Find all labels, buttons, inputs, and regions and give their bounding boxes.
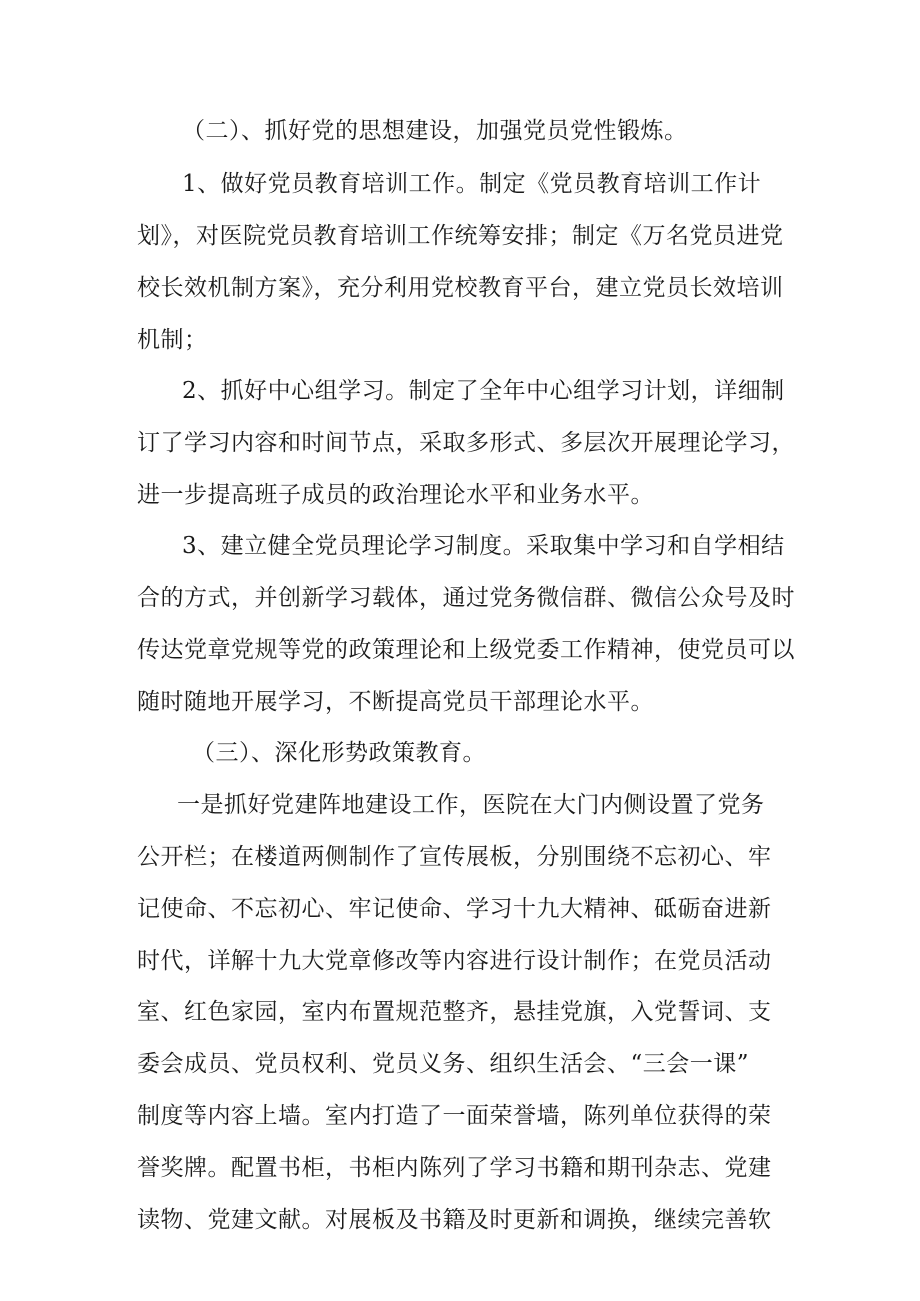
heading-section-2: （二）、抓好党的思想建设，加强党员党性锻炼。 bbox=[182, 118, 688, 144]
paragraph-line: 室、红色家园，室内布置规范整齐，悬挂党旗，入党誓词、支 bbox=[137, 999, 772, 1025]
paragraph-line: 机制； bbox=[137, 327, 208, 353]
paragraph-line: 2、抓好中心组学习。制定了全年中心组学习计划，详细制 bbox=[182, 378, 785, 404]
paragraph-line: 誉奖牌。配置书柜，书柜内陈列了学习书籍和期刊杂志、党建 bbox=[137, 1155, 772, 1181]
paragraph-line: 读物、党建文献。对展板及书籍及时更新和调换，继续完善软 bbox=[137, 1207, 772, 1233]
paragraph-line: 订了学习内容和时间节点，采取多形式、多层次开展理论学习， bbox=[137, 430, 795, 456]
paragraph-line: 时代，详解十九大党章修改等内容进行设计制作；在党员活动 bbox=[137, 948, 772, 974]
paragraph-line: 记使命、不忘初心、牢记使命、学习十九大精神、砥砺奋进新 bbox=[137, 896, 772, 922]
paragraph-line: 合的方式，并创新学习载体，通过党务微信群、微信公众号及时 bbox=[137, 585, 795, 611]
paragraph-line: 传达党章党规等党的政策理论和上级党委工作精神，使党员可以 bbox=[137, 637, 795, 663]
paragraph-line: 校长效机制方案》，充分利用党校教育平台，建立党员长效培训 bbox=[137, 275, 784, 301]
paragraph-line: 划》，对医院党员教育培训工作统筹安排；制定《万名党员进党 bbox=[137, 223, 784, 249]
paragraph-line: 一是抓好党建阵地建设工作，医院在大门内侧设置了党务 bbox=[177, 792, 765, 818]
paragraph-line: 制度等内容上墙。室内打造了一面荣誉墙，陈列单位获得的荣 bbox=[137, 1103, 772, 1129]
paragraph-line: 进一步提高班子成员的政治理论水平和业务水平。 bbox=[137, 482, 654, 508]
paragraph-line: 委会成员、党员权利、党员义务、组织生活会、“三会一课” bbox=[137, 1051, 750, 1077]
heading-section-3: （三）、深化形势政策教育。 bbox=[192, 740, 486, 766]
paragraph-line: 1、做好党员教育培训工作。制定《党员教育培训工作计 bbox=[182, 171, 762, 197]
paragraph-line: 公开栏；在楼道两侧制作了宣传展板，分别围绕不忘初心、牢 bbox=[137, 844, 772, 870]
paragraph-line: 3、建立健全党员理论学习制度。采取集中学习和自学相结 bbox=[182, 533, 785, 559]
paragraph-line: 随时随地开展学习，不断提高党员干部理论水平。 bbox=[137, 689, 654, 715]
